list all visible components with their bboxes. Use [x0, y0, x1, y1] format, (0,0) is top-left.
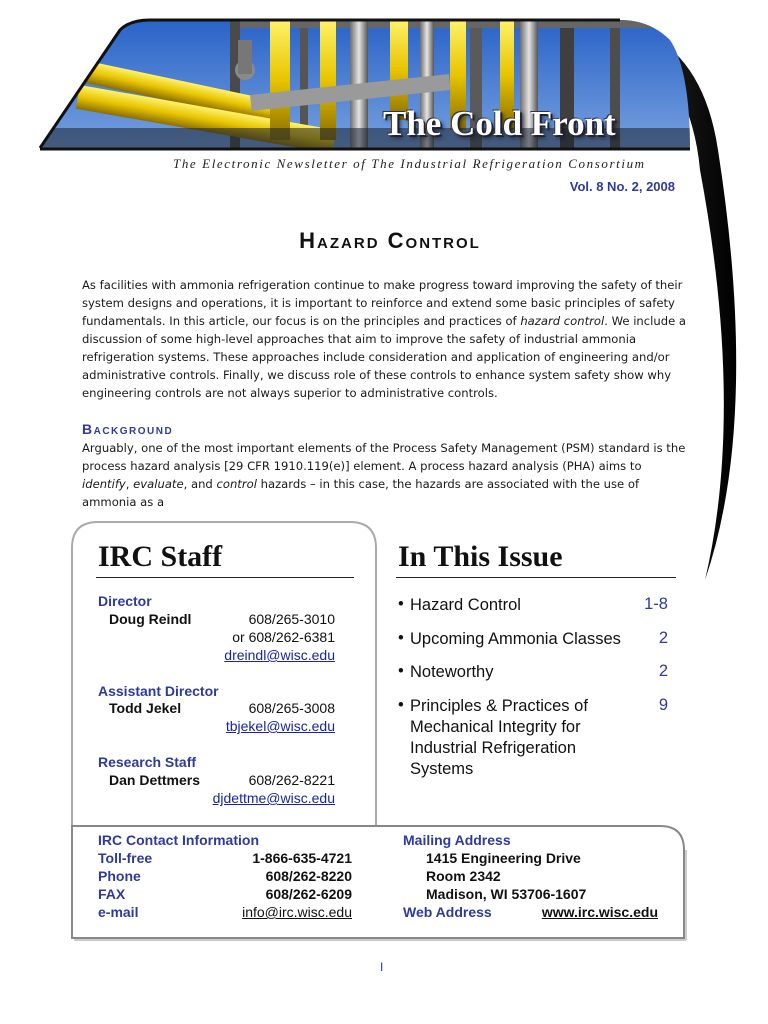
page-number: I — [380, 960, 384, 974]
bullet-icon: • — [398, 595, 404, 613]
assistant-director-name: Todd Jekel — [109, 700, 182, 716]
in-this-issue-title: In This Issue — [398, 540, 563, 573]
intro-run: . We include a discussion of some high-level approaches that aim to improve the safety of industrial ammonia refrigeration systems. These approaches include consideration and application of engineering and/or administrative controls. Finally, we discuss role of these controls to enhance system safety show why engineering controls are not always superior to administrative controls. — [82, 314, 687, 400]
director-name: Doug Reindl — [109, 611, 192, 627]
intro-paragraph — [82, 276, 690, 402]
issue-item-page: 2 — [658, 662, 668, 680]
research-staff-phone: 608/262-8221 — [248, 772, 335, 788]
intro-run: hazard control — [520, 314, 605, 328]
address-line-2: Room 2342 — [426, 868, 501, 884]
phone-number: 608/262-8220 — [265, 868, 352, 884]
issue-item-label: Noteworthy — [410, 663, 494, 681]
issue-item-page: 2 — [658, 629, 668, 647]
address-line-3: Madison, WI 53706-1607 — [426, 886, 587, 902]
web-address-link[interactable]: www.irc.wisc.edu — [541, 904, 658, 920]
background-run: control — [216, 477, 257, 491]
article-title: Hazard Control — [299, 228, 481, 253]
background-run: identify — [82, 477, 126, 491]
section-heading-background: Background — [82, 421, 174, 437]
background-run: evaluate — [133, 477, 184, 491]
research-staff-email-link[interactable]: djdettme@wisc.edu — [212, 790, 335, 806]
assistant-director-role: Assistant Director — [98, 683, 219, 699]
director-email-link[interactable]: dreindl@wisc.edu — [224, 647, 335, 663]
staff-title-rule — [96, 577, 354, 578]
background-run: Arguably, one of the most important elements of the Process Safety Management (PSM) standard is the process hazard analysis [29 CFR 1910.119(e)] element. A process hazard analysis (PHA) aims to — [82, 441, 686, 473]
phone-label: Phone — [98, 868, 141, 884]
fax-number: 608/262-6209 — [265, 886, 352, 902]
issue-title-rule — [396, 577, 676, 578]
tollfree-label: Toll-free — [98, 850, 153, 866]
issue-item-label: Principles & Practices of Mechanical Integrity for Industrial Refrigeration Systems — [410, 697, 588, 778]
background-run: , and — [183, 477, 217, 491]
bullet-icon: • — [398, 629, 404, 647]
director-phone-alt: or 608/262-6381 — [232, 629, 335, 645]
newsletter-tagline: The Electronic Newsletter of The Industrial Refrigeration Consortium — [173, 156, 646, 171]
issue-item-page: 9 — [658, 696, 668, 714]
director-role: Director — [98, 593, 152, 609]
mailing-address-heading: Mailing Address — [403, 832, 511, 848]
research-staff-name: Dan Dettmers — [109, 772, 201, 788]
background-run: , — [125, 477, 134, 491]
bullet-icon: • — [398, 696, 404, 714]
fax-label: FAX — [98, 886, 126, 902]
email-label: e-mail — [98, 904, 139, 920]
address-line-1: 1415 Engineering Drive — [426, 850, 581, 866]
research-staff-role: Research Staff — [98, 754, 197, 770]
background-run: hazards – in this case, the hazards are associated with the use of ammonia as a — [82, 477, 640, 509]
assistant-director-email-link[interactable]: tbjekel@wisc.edu — [225, 718, 335, 734]
assistant-director-phone: 608/265-3008 — [248, 700, 335, 716]
newsletter-title: The Cold Front — [383, 104, 616, 143]
issue-item-label: Upcoming Ammonia Classes — [410, 630, 621, 648]
issue-item-page: 1-8 — [644, 595, 668, 613]
tollfree-number: 1-866-635-4721 — [252, 850, 352, 866]
intro-run: As facilities with ammonia refrigeration continue to make progress toward improving the safety of their system designs and operations, it is important to reinforce and extend some basic principles of safety fundamentals. In this article, our focus is on the principles and practices of — [82, 278, 683, 328]
director-phone: 608/265-3010 — [248, 611, 335, 627]
bullet-icon: • — [398, 662, 404, 680]
background-paragraph — [82, 439, 690, 511]
issue-item-label: Hazard Control — [410, 596, 521, 614]
contact-email-link[interactable]: info@irc.wisc.edu — [242, 904, 352, 920]
web-address-label: Web Address — [403, 904, 492, 920]
staff-box-title: IRC Staff — [98, 540, 223, 573]
volume-label: Vol. 8 No. 2, 2008 — [569, 179, 675, 194]
contact-info-heading: IRC Contact Information — [98, 832, 259, 848]
